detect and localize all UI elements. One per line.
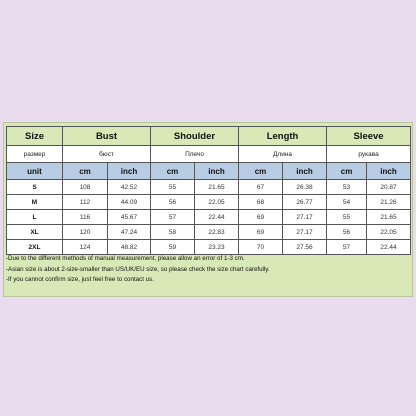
unit-cell: inch — [367, 163, 411, 180]
table-cell: 23.23 — [195, 240, 239, 255]
table-cell: 47.24 — [108, 225, 151, 240]
note-contact-us: -If you cannot confirm size, just feel free to contact us. — [6, 276, 154, 283]
note-measurement-error: -Due to the different methods of manual measurement, please allow an error of 1-3 cm. — [6, 255, 245, 262]
unit-row — [7, 163, 411, 180]
table-cell: 22.44 — [367, 240, 411, 255]
table-cell: 48.82 — [108, 240, 151, 255]
russian-header-row — [7, 146, 411, 163]
size-notes — [6, 254, 410, 286]
unit-cell: inch — [195, 163, 239, 180]
size-cell: XL — [7, 225, 63, 240]
table-row — [7, 225, 411, 240]
table-cell: 55 — [151, 180, 195, 195]
table-cell: 21.65 — [367, 210, 411, 225]
ru-bust: бюст — [63, 146, 151, 163]
note-asian-size: -Asian size is about 2-size-smaller than US/UK/EU size, so please check the size chart carefully. — [6, 265, 270, 273]
ru-shoulder: Плечо — [151, 146, 239, 163]
table-row — [7, 195, 411, 210]
table-cell: 59 — [151, 240, 195, 255]
size-cell: 2XL — [7, 240, 63, 255]
size-chart-card — [3, 122, 413, 297]
size-chart-table — [6, 126, 411, 255]
table-cell: 26.77 — [283, 195, 327, 210]
unit-cell: cm — [239, 163, 283, 180]
unit-cell: cm — [151, 163, 195, 180]
table-cell: 22.44 — [195, 210, 239, 225]
header-shoulder: Shoulder — [151, 127, 239, 146]
table-cell: 56 — [327, 225, 367, 240]
size-cell: L — [7, 210, 63, 225]
header-sleeve: Sleeve — [327, 127, 411, 146]
size-cell: S — [7, 180, 63, 195]
table-cell: 55 — [327, 210, 367, 225]
table-cell: 21.26 — [367, 195, 411, 210]
table-cell: 108 — [63, 180, 108, 195]
header-bust: Bust — [63, 127, 151, 146]
table-cell: 120 — [63, 225, 108, 240]
ru-size: размер — [7, 146, 63, 163]
table-cell: 116 — [63, 210, 108, 225]
table-cell: 22.83 — [195, 225, 239, 240]
table-cell: 27.56 — [283, 240, 327, 255]
table-cell: 112 — [63, 195, 108, 210]
table-cell: 22.05 — [195, 195, 239, 210]
table-cell: 27.17 — [283, 225, 327, 240]
table-cell: 69 — [239, 225, 283, 240]
table-cell: 42.52 — [108, 180, 151, 195]
table-cell: 68 — [239, 195, 283, 210]
header-row — [7, 127, 411, 146]
table-cell: 58 — [151, 225, 195, 240]
table-row — [7, 240, 411, 255]
header-length: Length — [239, 127, 327, 146]
header-size: Size — [7, 127, 63, 146]
table-cell: 26.38 — [283, 180, 327, 195]
unit-cell: inch — [108, 163, 151, 180]
table-cell: 69 — [239, 210, 283, 225]
table-cell: 27.17 — [283, 210, 327, 225]
table-cell: 57 — [327, 240, 367, 255]
unit-cell: cm — [63, 163, 108, 180]
table-cell: 57 — [151, 210, 195, 225]
table-cell: 44.09 — [108, 195, 151, 210]
unit-cell: cm — [327, 163, 367, 180]
unit-cell: inch — [283, 163, 327, 180]
unit-label: unit — [7, 163, 63, 180]
table-row — [7, 180, 411, 195]
table-cell: 124 — [63, 240, 108, 255]
table-cell: 67 — [239, 180, 283, 195]
size-cell: M — [7, 195, 63, 210]
table-row — [7, 210, 411, 225]
table-cell: 21.65 — [195, 180, 239, 195]
table-cell: 45.67 — [108, 210, 151, 225]
table-cell: 20.87 — [367, 180, 411, 195]
ru-sleeve: рукава — [327, 146, 411, 163]
table-cell: 22.05 — [367, 225, 411, 240]
table-cell: 70 — [239, 240, 283, 255]
ru-length: Длина — [239, 146, 327, 163]
table-cell: 53 — [327, 180, 367, 195]
table-cell: 54 — [327, 195, 367, 210]
table-cell: 56 — [151, 195, 195, 210]
